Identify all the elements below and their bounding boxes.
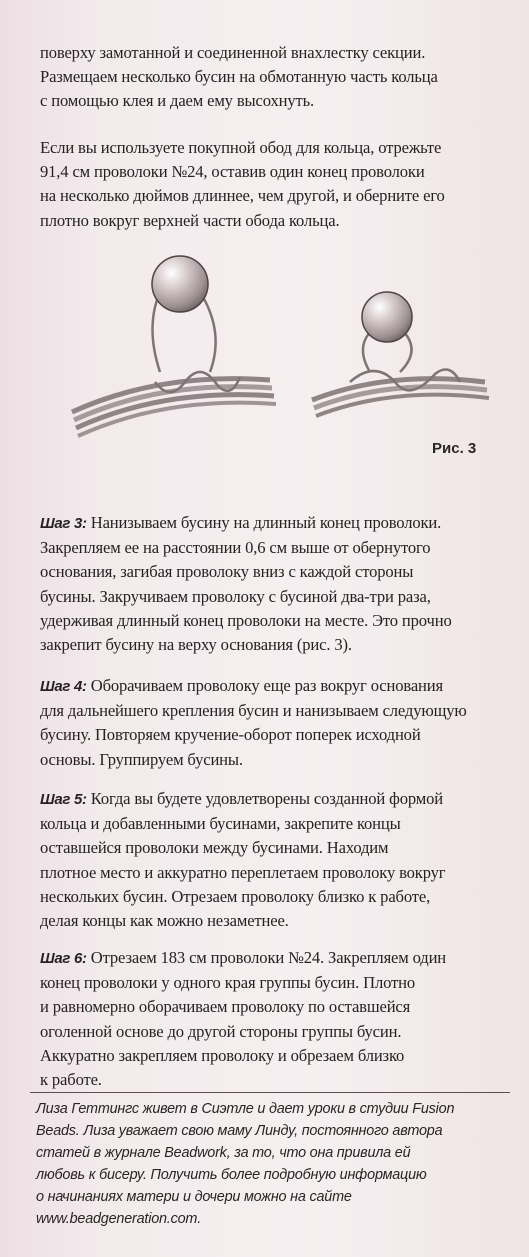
step-text: Оборачиваем проволоку еще раз вокруг основания [86,676,443,695]
text-line: Если вы используете покупной обод для кольца, отрежьте [40,138,442,157]
purchased-rim-paragraph [40,136,510,233]
text-line: оставшейся проволоки между бусинами. Находим [40,838,389,858]
step-4-paragraph [40,674,510,772]
text-line [40,787,510,812]
text-line: Закрепляем ее на расстоянии 0,6 см выше от обернутого [40,538,431,558]
text-line: и равномерно оборачиваем проволоку по оставшейся [40,997,411,1017]
bead-wiring-illustration [50,232,510,462]
text-line: с помощью клея и даем ему высохнуть. [40,91,314,111]
step-6-paragraph [40,946,510,1092]
text-line: Аккуратно закрепляем проволоку и обрезаем близко [40,1045,405,1065]
text-line: закрепит бусину на верху основания (рис. 3). [40,635,352,655]
text-line: 91,4 см проволоки №24, оставив один конец проволоки [40,162,425,182]
text-line: бусины. Закручиваем проволоку с бусиной два-три раза, [40,586,431,606]
text-line: плотное место и аккуратно переплетаем проволоку вокруг [40,862,446,882]
text-line: конец проволоки у одного края группы бусин. Плотно [40,973,415,993]
text-line: кольца и добавленными бусинами, закрепите концы [40,814,401,834]
text-line [40,511,510,536]
step-5-paragraph [40,787,510,933]
step-text: Нанизываем бусину на длинный конец проволоки. [86,513,442,532]
text-line: основы. Группируем бусины. [40,749,243,769]
bio-line: любовь к бисеру. Получить более подробную информацию [36,1167,427,1183]
text-line [40,946,510,971]
bio-line: Beads. Лиза уважает свою маму Линду, постоянного автора [36,1123,443,1139]
figure-caption: Рис. 3 [432,440,477,457]
step-label: Шаг 6: [40,950,87,967]
text-line: бусину. Повторяем кручение-оборот поперек исходной [40,725,421,745]
step-label: Шаг 5: [40,791,87,808]
step-text: Когда вы будете удовлетворены созданной формой [86,789,444,808]
text-line: к работе. [40,1070,102,1090]
bio-line: о начинаниях матери и дочери можно на сайте [36,1189,352,1205]
text-line: делая концы как можно незаметнее. [40,911,289,931]
text-line: на несколько дюймов длиннее, чем другой, и оберните его [40,186,445,206]
step-label: Шаг 4: [40,678,87,695]
step-label: Шаг 3: [40,515,87,532]
text-line: поверху замотанной и соединенной внахлестку секции. [40,43,426,62]
text-line: для дальнейшего крепления бусин и нанизываем следующую [40,701,467,721]
text-line: удерживая длинный конец проволоки на месте. Это прочно [40,610,452,630]
bio-divider [30,1092,510,1093]
bio-website-link[interactable]: www.beadgeneration.com. [36,1211,201,1227]
bio-line: Лиза Геттингс живет в Сиэтле и дает уроки в студии Fusion [36,1101,455,1117]
text-line: Размещаем несколько бусин на обмотанную часть кольца [40,67,438,87]
text-line: нескольких бусин. Отрезаем проволоку близко к работе, [40,886,431,906]
step-3-paragraph [40,511,510,657]
text-line: оголенной основе до другой стороны группы бусин. [40,1021,402,1041]
right-rim-illustration [312,292,489,416]
text-line [40,674,510,699]
step-text: Отрезаем 183 см проволоки №24. Закрепляем один [86,948,447,967]
bio-line: статей в журнале Beadwork, за то, что она привила ей [36,1145,411,1161]
text-line: основания, загибая проволоку вниз с каждой стороны [40,562,414,582]
left-rim-illustration [72,256,276,436]
intro-paragraph [40,41,510,114]
text-line: плотно вокруг верхней части обода кольца. [40,210,340,230]
author-bio [36,1098,516,1230]
